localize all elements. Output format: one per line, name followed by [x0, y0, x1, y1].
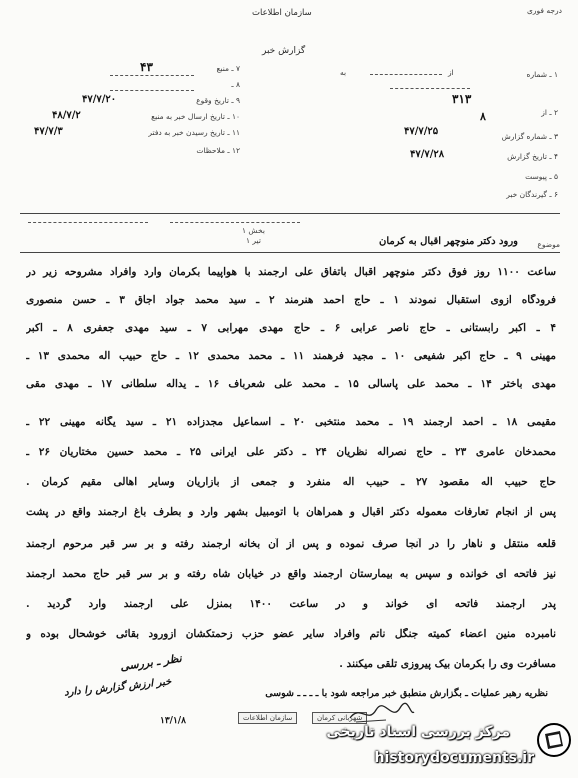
- handwritten-note-2: خبر ارزش گزارش را دارد: [63, 676, 172, 699]
- right-field-value: ۴۷/۷/۲۸: [410, 149, 445, 160]
- right-field-label: ۳ ـ شماره گزارش: [501, 132, 558, 141]
- date-sent-label: ۱۰ ـ تاریخ ارسال خبر به منبع: [151, 112, 240, 121]
- subject-divider: [20, 252, 560, 253]
- office-label: سازمان اطلاعات: [252, 8, 312, 18]
- date-event-value: ۴۷/۷/۲۰: [82, 94, 117, 105]
- date-event-label: ۹ ـ تاریخ وقوع: [196, 96, 240, 105]
- date-received-label: ۱۱ ـ تاریخ رسیدن خبر به دفتر: [148, 128, 240, 137]
- watermark: [278, 718, 578, 778]
- right-field-value: ۴۷/۷/۲۵: [404, 126, 439, 137]
- right-field-label: ۴ ـ تاریخ گزارش: [507, 152, 558, 161]
- margin-note-2: تیر ۱: [246, 236, 261, 245]
- margin-note: بخش ۱: [242, 226, 265, 235]
- archive-logo-icon: [536, 722, 572, 758]
- body-line: نامبرده منین اعضاء کمیته جنگل ناتم وافراد سایر عضو حزب زحمتکشان ازورود بقائی خوشحال بوده و: [26, 628, 556, 640]
- body-line: پس از انجام تعارفات معموله دکتر اقبال و همراهان با اتومبیل بشهر وارد و بطرف باغ ارجمند واقع در پشت: [26, 506, 556, 518]
- body-line: فرودگاه ازوی استقبال نمودند ۱ ـ حاج احمد هنرمند ۲ ـ سید محمد جواد اجاق ۳ ـ حسن منصوری: [26, 294, 556, 306]
- right-field-label: ۶ ـ گیرندگان خبر: [506, 190, 558, 199]
- right-field-label: ۲ ـ از: [541, 108, 558, 117]
- right-field-label: ۵ ـ پیوست: [525, 172, 558, 181]
- body-line: ساعت ۱۱۰۰ روز فوق دکتر منوچهر اقبال باتفاق علی ارجمند با هواپیما بکرمان وارد وافراد مشروحه زیر در: [26, 266, 556, 278]
- right-field-value: ۸: [480, 110, 486, 123]
- body-line: مهینی ۹ ـ حاج اکبر شفیعی ۱۰ ـ مجید فرهمند ۱۱ ـ محمد محمدی ۱۲ ـ حاج حبیب اله محمدی ۱۳ ـ: [26, 350, 556, 362]
- footer-line: نظریه رهبر عملیات ـ بگزارش منطبق خبر مراجعه شود با ـ ـ ـ ـ شوسی: [265, 688, 548, 699]
- body-line: ۴ ـ اکبر رابستانی ـ حاج ناصر عرابی ۶ ـ حاج مهدی مهرابی ۷ ـ سید مهدی جعفری ۸ ـ اکبر: [26, 322, 556, 334]
- right-field-label: ۱ ـ شماره: [526, 70, 558, 79]
- date-received-value: ۴۷/۷/۳: [34, 126, 63, 137]
- serial-value: ۴۳: [140, 60, 153, 74]
- form-title: گزارش خبر: [262, 46, 306, 56]
- classification-label: درجه فوری: [527, 6, 562, 15]
- body-line: مقیمی ۱۸ ـ احمد ارجمند ۱۹ ـ محمد منتخبی ۲۰ ـ اسماعیل مجدزاده ۲۱ ـ سید یگانه مهینی ۲۲ ـ: [26, 416, 556, 428]
- body-line: حاج حبیب اله مقصود ۲۷ ـ حبیب اله منفرد و جمعی از بازاریان وسایر اهالی مقیم کرمان .: [26, 476, 556, 488]
- right-field-value: ۳۱۳: [452, 92, 472, 106]
- stamp-box: شهربانی کرمان: [312, 712, 367, 724]
- header-divider: [20, 213, 560, 214]
- from-label: از: [448, 68, 454, 77]
- body-line: نیز فاتحه ای خوانده و سپس به بیمارستان ارجمند واقع در خیابان شاه رفته و بر سر قبر حاج محمد ارجمند: [26, 568, 556, 580]
- evaluation-label: ۸ ـ: [231, 80, 240, 89]
- body-line: قلعه منتقل و ناهار را در آنجا صرف نموده و پس از آن بخانه ارجمند رفته و بر سر قبر مرحوم ارجمند: [26, 538, 556, 550]
- date-sent-value: ۴۸/۷/۲: [52, 110, 81, 121]
- body-line: پدر ارجمند فاتحه ای خواند و در ساعت ۱۴۰۰ بمنزل علی ارجمند وارد گردید .: [26, 598, 556, 610]
- notes-label: ۱۲ ـ ملاحظات: [196, 146, 240, 155]
- serial-label: ۷ ـ منبع: [216, 64, 240, 73]
- subject-label: موضوع: [537, 240, 560, 249]
- watermark-org-name: مرکز بررسی اسناد تاریخی: [326, 724, 510, 740]
- handwritten-note: نظر ـ بررسی: [119, 651, 183, 674]
- watermark-url: historydocuments.ir: [374, 750, 534, 766]
- subject-text: ورود دکتر منوچهر اقبال به کرمان: [378, 236, 518, 247]
- to-label: به: [340, 68, 347, 77]
- stamp-box: سازمان اطلاعات: [238, 712, 297, 724]
- body-line: مسافرت وی را بکرمان بیک پیروزی تلقی میکنند .: [339, 658, 556, 670]
- body-line: محمدخان عامری ۲۳ ـ حاج نصراله نظریان ۲۴ ـ دکتر علی ایرانی ۲۵ ـ محمد حسین مختاریان ۲۶ ـ: [26, 446, 556, 458]
- body-line: مهدی باختر ۱۴ ـ محمد علی پاسالی ۱۵ ـ محمد علی شعرباف ۱۶ ـ یداله سلطانی ۱۷ ـ مهدی مقی: [26, 378, 556, 390]
- bottom-date: ۱۳/۱/۸: [160, 716, 186, 726]
